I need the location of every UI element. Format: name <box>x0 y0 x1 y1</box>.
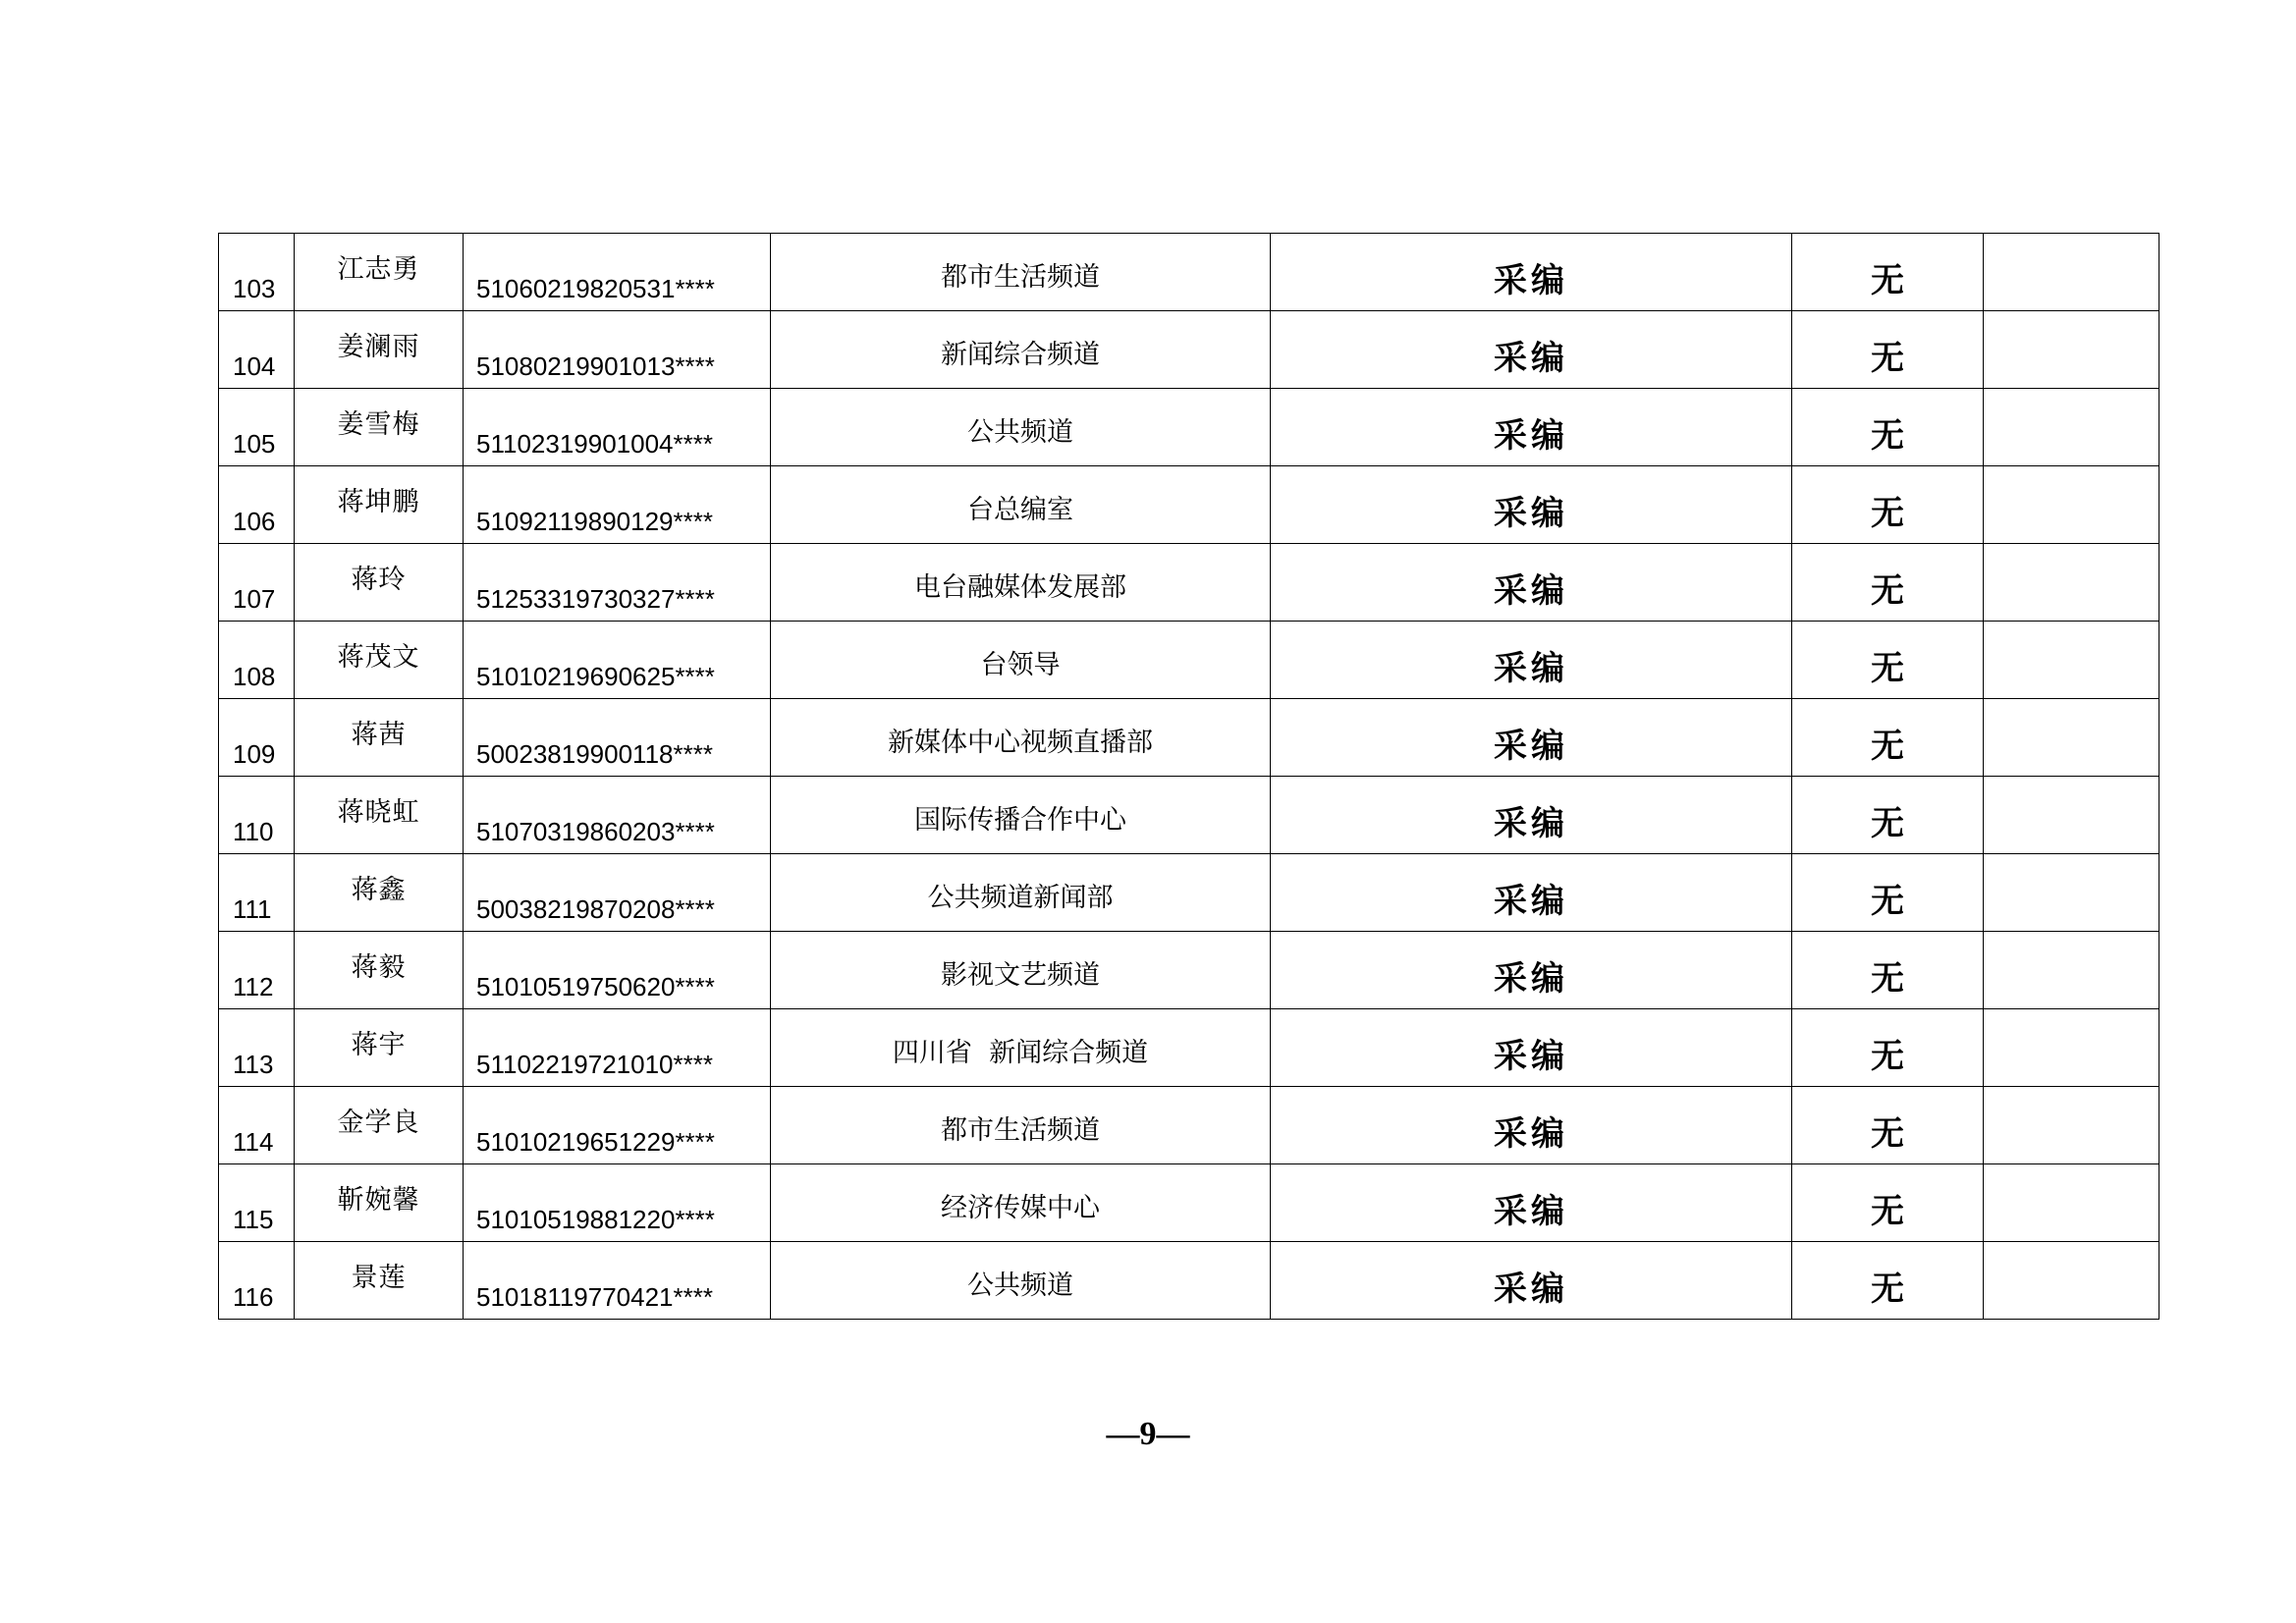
remarks-cell <box>1984 622 2159 699</box>
status-flag: 无 <box>1871 804 1904 843</box>
person-name: 靳婉馨 <box>337 1185 420 1216</box>
status-flag: 无 <box>1871 649 1904 688</box>
person-name-cell <box>295 311 464 389</box>
person-name-cell <box>295 1164 464 1242</box>
status-flag-cell <box>1792 466 1984 544</box>
id-number-cell <box>464 1242 771 1320</box>
department: 公共频道 <box>967 417 1073 448</box>
department-cell <box>771 854 1271 932</box>
id-number: 51010519750620**** <box>476 972 715 1001</box>
status-flag-cell <box>1792 932 1984 1009</box>
person-name-cell <box>295 389 464 466</box>
job-role: 采编 <box>1494 261 1568 300</box>
remarks-cell <box>1984 854 2159 932</box>
table-row <box>219 622 2159 699</box>
status-flag: 无 <box>1871 727 1904 766</box>
id-number: 51102219721010**** <box>476 1050 713 1079</box>
person-name: 蒋坤鹏 <box>337 487 420 517</box>
person-name-cell <box>295 1009 464 1087</box>
status-flag-cell <box>1792 622 1984 699</box>
status-flag: 无 <box>1871 571 1904 611</box>
job-role: 采编 <box>1494 571 1568 611</box>
department-cell <box>771 544 1271 622</box>
status-flag: 无 <box>1871 339 1904 378</box>
id-number-cell <box>464 389 771 466</box>
job-role: 采编 <box>1494 804 1568 843</box>
id-number: 51080219901013**** <box>476 352 715 381</box>
person-name-cell <box>295 854 464 932</box>
job-role: 采编 <box>1494 1037 1568 1076</box>
id-number: 51102319901004**** <box>476 429 713 459</box>
job-role-cell <box>1271 622 1792 699</box>
row-number: 113 <box>233 1050 274 1079</box>
status-flag-cell <box>1792 1242 1984 1320</box>
job-role: 采编 <box>1494 1270 1568 1309</box>
table-row <box>219 1009 2159 1087</box>
person-name-cell <box>295 622 464 699</box>
job-role: 采编 <box>1494 649 1568 688</box>
id-number-cell <box>464 622 771 699</box>
row-number: 114 <box>233 1127 274 1157</box>
table-row <box>219 466 2159 544</box>
id-number: 51010519881220**** <box>476 1205 715 1234</box>
person-name: 金学良 <box>337 1108 420 1138</box>
department: 国际传播合作中心 <box>914 805 1126 836</box>
row-number: 115 <box>233 1205 274 1234</box>
job-role-cell <box>1271 1087 1792 1164</box>
job-role-cell <box>1271 1164 1792 1242</box>
status-flag-cell <box>1792 699 1984 777</box>
job-role: 采编 <box>1494 494 1568 533</box>
id-number-cell <box>464 854 771 932</box>
row-number: 112 <box>233 972 274 1001</box>
status-flag-cell <box>1792 311 1984 389</box>
person-name: 蒋毅 <box>351 952 407 983</box>
person-name-cell <box>295 1242 464 1320</box>
remarks-cell <box>1984 466 2159 544</box>
job-role: 采编 <box>1494 1192 1568 1231</box>
row-number-cell <box>219 234 295 311</box>
job-role: 采编 <box>1494 959 1568 999</box>
person-name: 蒋茂文 <box>337 642 420 673</box>
department-cell <box>771 622 1271 699</box>
department: 电台融媒体发展部 <box>914 572 1126 603</box>
remarks-cell <box>1984 932 2159 1009</box>
job-role-cell <box>1271 777 1792 854</box>
table-row <box>219 854 2159 932</box>
table-row <box>219 1242 2159 1320</box>
job-role-cell <box>1271 389 1792 466</box>
status-flag: 无 <box>1871 959 1904 999</box>
department-cell <box>771 1009 1271 1087</box>
status-flag-cell <box>1792 544 1984 622</box>
id-number-cell <box>464 234 771 311</box>
id-number: 51010219690625**** <box>476 662 715 691</box>
department-cell <box>771 1164 1271 1242</box>
id-number: 50023819900118**** <box>476 739 713 769</box>
person-name: 蒋鑫 <box>351 875 407 905</box>
row-number: 110 <box>233 817 274 846</box>
remarks-cell <box>1984 544 2159 622</box>
row-number: 116 <box>233 1282 274 1312</box>
remarks-cell <box>1984 311 2159 389</box>
department: 都市生活频道 <box>941 1115 1100 1146</box>
department: 台总编室 <box>967 495 1073 525</box>
status-flag: 无 <box>1871 1037 1904 1076</box>
status-flag-cell <box>1792 234 1984 311</box>
department-cell <box>771 389 1271 466</box>
remarks-cell <box>1984 234 2159 311</box>
job-role-cell <box>1271 1242 1792 1320</box>
department-cell <box>771 932 1271 1009</box>
department-cell <box>771 1242 1271 1320</box>
status-flag: 无 <box>1871 416 1904 456</box>
id-number: 51253319730327**** <box>476 584 715 614</box>
row-number-cell <box>219 466 295 544</box>
id-number-cell <box>464 311 771 389</box>
person-name: 蒋茜 <box>351 720 407 750</box>
row-number: 106 <box>233 507 276 536</box>
id-number-cell <box>464 932 771 1009</box>
row-number-cell <box>219 622 295 699</box>
person-name: 景莲 <box>351 1263 407 1293</box>
table-row <box>219 311 2159 389</box>
row-number-cell <box>219 544 295 622</box>
job-role: 采编 <box>1494 882 1568 921</box>
person-name-cell <box>295 544 464 622</box>
job-role: 采编 <box>1494 416 1568 456</box>
page-number: —9— <box>1106 1416 1190 1452</box>
table-body <box>219 234 2159 1320</box>
department: 公共频道新闻部 <box>927 883 1114 913</box>
id-number: 51060219820531**** <box>476 274 715 303</box>
table-row <box>219 932 2159 1009</box>
personnel-table <box>218 233 2159 1320</box>
job-role-cell <box>1271 311 1792 389</box>
row-number-cell <box>219 1009 295 1087</box>
row-number: 109 <box>233 739 276 769</box>
department-cell <box>771 311 1271 389</box>
person-name-cell <box>295 932 464 1009</box>
id-number-cell <box>464 544 771 622</box>
id-number-cell <box>464 777 771 854</box>
row-number: 105 <box>233 429 276 459</box>
table-row <box>219 1087 2159 1164</box>
person-name: 蒋晓虹 <box>337 797 420 828</box>
table-row <box>219 544 2159 622</box>
job-role: 采编 <box>1494 727 1568 766</box>
person-name: 姜雪梅 <box>337 409 420 440</box>
id-number: 51070319860203**** <box>476 817 715 846</box>
job-role-cell <box>1271 234 1792 311</box>
row-number-cell <box>219 311 295 389</box>
table-row <box>219 699 2159 777</box>
person-name: 江志勇 <box>337 254 420 285</box>
person-name-cell <box>295 234 464 311</box>
status-flag: 无 <box>1871 494 1904 533</box>
person-name-cell <box>295 777 464 854</box>
row-number-cell <box>219 932 295 1009</box>
row-number-cell <box>219 699 295 777</box>
row-number: 108 <box>233 662 276 691</box>
id-number-cell <box>464 1087 771 1164</box>
department: 新闻综合频道 <box>941 340 1100 370</box>
job-role-cell <box>1271 699 1792 777</box>
row-number-cell <box>219 854 295 932</box>
remarks-cell <box>1984 1164 2159 1242</box>
department: 都市生活频道 <box>941 262 1100 293</box>
person-name: 蒋宇 <box>351 1030 407 1060</box>
id-number: 51018119770421**** <box>476 1282 713 1312</box>
status-flag: 无 <box>1871 882 1904 921</box>
table-row <box>219 389 2159 466</box>
status-flag-cell <box>1792 854 1984 932</box>
job-role-cell <box>1271 1009 1792 1087</box>
remarks-cell <box>1984 699 2159 777</box>
department-cell <box>771 234 1271 311</box>
id-number-cell <box>464 699 771 777</box>
row-number-cell <box>219 777 295 854</box>
person-name-cell <box>295 466 464 544</box>
row-number: 103 <box>233 274 276 303</box>
row-number-cell <box>219 1087 295 1164</box>
row-number: 111 <box>233 894 272 924</box>
person-name: 蒋玲 <box>351 565 407 595</box>
job-role-cell <box>1271 854 1792 932</box>
department: 台领导 <box>980 650 1061 680</box>
status-flag-cell <box>1792 1009 1984 1087</box>
table-row <box>219 1164 2159 1242</box>
remarks-cell <box>1984 1242 2159 1320</box>
department: 经济传媒中心 <box>941 1193 1100 1223</box>
job-role: 采编 <box>1494 339 1568 378</box>
row-number-cell <box>219 1164 295 1242</box>
status-flag: 无 <box>1871 1192 1904 1231</box>
remarks-cell <box>1984 777 2159 854</box>
remarks-cell <box>1984 1087 2159 1164</box>
status-flag-cell <box>1792 1087 1984 1164</box>
remarks-cell <box>1984 1009 2159 1087</box>
table-row <box>219 777 2159 854</box>
remarks-cell <box>1984 389 2159 466</box>
department-cell <box>771 777 1271 854</box>
person-name-cell <box>295 1087 464 1164</box>
status-flag: 无 <box>1871 1114 1904 1154</box>
status-flag: 无 <box>1871 261 1904 300</box>
status-flag-cell <box>1792 777 1984 854</box>
job-role-cell <box>1271 932 1792 1009</box>
status-flag-cell <box>1792 1164 1984 1242</box>
job-role-cell <box>1271 544 1792 622</box>
id-number-cell <box>464 1164 771 1242</box>
department-cell <box>771 699 1271 777</box>
row-number: 107 <box>233 584 276 614</box>
person-name: 姜澜雨 <box>337 332 420 362</box>
row-number-cell <box>219 1242 295 1320</box>
department: 公共频道 <box>967 1271 1073 1301</box>
id-number: 50038219870208**** <box>476 894 715 924</box>
department-cell <box>771 1087 1271 1164</box>
row-number: 104 <box>233 352 276 381</box>
job-role: 采编 <box>1494 1114 1568 1154</box>
status-flag-cell <box>1792 389 1984 466</box>
id-number-cell <box>464 1009 771 1087</box>
department: 影视文艺频道 <box>941 960 1100 991</box>
row-number-cell <box>219 389 295 466</box>
department: 四川省 新闻综合频道 <box>892 1038 1149 1068</box>
id-number: 51010219651229**** <box>476 1127 715 1157</box>
job-role-cell <box>1271 466 1792 544</box>
person-name-cell <box>295 699 464 777</box>
table-row <box>219 234 2159 311</box>
id-number: 51092119890129**** <box>476 507 713 536</box>
department: 新媒体中心视频直播部 <box>888 728 1153 758</box>
id-number-cell <box>464 466 771 544</box>
department-cell <box>771 466 1271 544</box>
status-flag: 无 <box>1871 1270 1904 1309</box>
